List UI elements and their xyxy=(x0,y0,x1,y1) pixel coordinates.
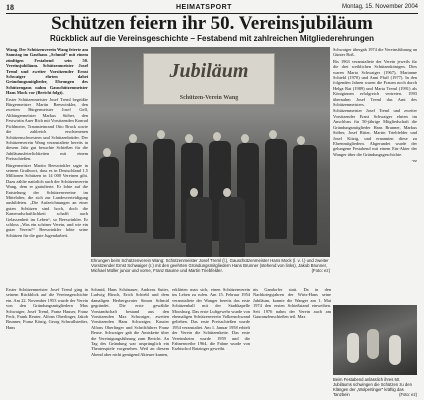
person-figure xyxy=(99,157,119,227)
article-column-left xyxy=(6,47,88,284)
article-column-bottom-2 xyxy=(91,287,169,397)
body-paragraph: Erster Schützenmeister Josef Treml ging in seinem Rückblick auf die Vereinsgeschichte ein. Am 22. November 1953 wurde der Verein von den Gründungsmitgliedern Max Schwaiger, Josef Treml, Franz Hauser, Franz Peck, Frank Reuter, Alfons Oberlinger, Jakob Brunner, Franz König, Georg Schwallstedter, Hans xyxy=(6,287,88,330)
person-figure xyxy=(153,139,175,239)
body-paragraph: Schützenmeister Josef Treml und zweiter Vorsitzender Ernst Schwaiger ehrten im Anschluss für 50-jährige Mitgliedschaft die Gründungsmitglieder Hans Brunner, Markus Stöber, Josef Ritter, Martin Triebfelder und Josef Kitzig, und ernannten diese zu Ehrenmitgliedern. Abgerundet wurde der gelungene Festabend mit einem Ein-Akter der Wanger über die Gründungsgeschichte. xyxy=(333,108,417,157)
body-paragraph: Schwaiger übergab 1974 die Vereinsführung an Günter Roß. xyxy=(333,47,417,58)
caption-text: Beim Festabend anlässlich ihres 50. Jubiläums schwingen die Schützen zu den Klängen der „Wolpertinger“ kräftig das Tanzbein xyxy=(333,377,412,397)
subheadline: Rückblick auf die Vereinsgeschichte – Festabend mit zahlreichen Mitgliederehrungen xyxy=(49,34,375,43)
dance-photo xyxy=(333,305,417,375)
person-figure xyxy=(186,197,212,257)
caption-text: Ehrungen beim Schützenverein Wang: Schützenmeister Josef Treml (l.), Gauschützenmeister Hans Mock (l. v. l.) und zweiter Vorsitzender Ernst Schwaiger (r.) mit den geehrten Gründungsmitgliedern Hans Brunner (stehend von links), Jakob Brunner, Michael Müller junior und vorne, Franz Baume und Martin Triebfelder. xyxy=(91,258,329,274)
body-paragraph: Bürgermeister Martin Beeswinkler sagte in seinem Grußwort, dass es in Deutschland 1,5 Millionen Schützen in 14 000 Vereinen gibt. Dazu zählte natürlich auch der Schützenverein Wang, dem er gratulierte. Er lobte auf die Entstehung der Schützenvereine im Mittelalter, die sich zur Landesverteidigung ausbildeten. „Die Aufzeichnungen an einer guten Schützen sind hoch, doch die Kameradschaftlichkeit schafft auch Gelassenheit im Leben“, so Beeswinkler. Er schloss „Was ein schöner Verein, und wie ein guter Verein?“ Beeswinkler lobte seine Schützen für die gute Jugendarbeit. xyxy=(6,162,88,238)
body-paragraph: erklärten man sich, einen Schützenverein ins Leben zu rufen. Am 15. Februar 1954 veranstaltete der Wanger bereits das erste Schützenball mit der Stadtkapelle Moosburg. Das erste Luftgewehr wurde von ehemaligen Schützenverein Volkenschwand geliehen. Das erste Preisschießen wurde 1954 veranstaltet. Am 1. Januar 1958 erhielt der Verein die Schützenkette. Das erste Vereinsheim wurde 1959 und die Fahnenweihe 1964, die Fahne wurde von Erzbischof Ratzinger geweiht. xyxy=(172,287,250,352)
dancer-figure xyxy=(367,329,379,359)
photo-caption-main xyxy=(91,258,330,282)
person-figure xyxy=(219,197,245,257)
article-column-bottom-3 xyxy=(172,287,250,397)
banner-subtext: Schützen-Verein Wang xyxy=(179,95,239,101)
banner-text: Jubiläum xyxy=(169,60,249,82)
dancer-figure xyxy=(347,333,359,363)
person-figure xyxy=(265,139,287,239)
body-paragraph: nis Gandorfer statt. Da in den Nachkriegsjahren der Wirts-Hans seine Jubiläum, konnte die Wanger am 1. Mai 1974 den ersten Schießstand einweihen. Seit 1976 nahm der Verein auch am Gauranzlenschießen teil. Max xyxy=(253,287,331,320)
body-paragraph: Schmid, Hans Schönauer, Andreas Sutter, Ludwig Hirsch, Erich Schiebl und dem damaligen Herbergsvater Simon Schmid gegründet. Die erste gewählte Vorstandschaft bestand aus den Vorsitzenden Max Schwaiger, zweiten Vorsitzenden Hans Schwaiger, Kassier Alfons Oberlinger und Schriftführer Franz Beuse. Schwaiger gab die Amtskette über die Vereinigungsführung zum Bericht. An Tag des Gründung war ursprünglich ein Theaterspiele vorgesehen. Weil an diesem Abend aber nicht genügend Akteure kamen, xyxy=(91,287,169,357)
photo-caption-small xyxy=(333,377,417,397)
headline: Schützen feiern ihr 50. Vereinsjubiläum xyxy=(51,13,373,34)
dancer-figure xyxy=(389,335,401,365)
person-figure xyxy=(293,145,317,245)
page-number: 18 xyxy=(6,3,14,12)
article-column-bottom-1 xyxy=(6,287,88,397)
jubilee-banner xyxy=(143,53,275,105)
body-paragraph: Erster Schützenmeister Josef Treml begrüßte Bürgermeister Martin Beeswinkler, den zweiten Bürgermeister Josef Gell, Altbürgermeister Markus Stöber, den Festwirtin Auer Rich mit Vorsitzenden Konrad Pichlmeier, Traunsteinrand Otto Bruck sowie die zahlreich erschienenen Schützenschwestern und Schützenbrüder. Der Schützenverein Wang veranstaltete bereits in diesem Jahr gut besuchte Schießen für die Jubiläumsfeierlichkeiten mit einem Preisschießen. xyxy=(6,96,88,162)
photo-credit: (Foto: ez) xyxy=(311,268,330,274)
photo-credit: (Foto: ez) xyxy=(399,392,417,397)
article-column-bottom-4 xyxy=(253,287,331,397)
body-paragraph: Bis 1963 veranstaltete der Verein jeweils für die drei weiblichen Schützenkönigen. Dies waren Marta Schwaiger (1967), Marianne Schiebl (1970) und Anni Pfaff (1977). In den folgenden Jahren waren die Frauen noch durch Helga Rat (1989) und Maria Treml (1991) als Königinnen erfolgreich vertreten. 1993 übernahm Josef Treml das Amt des Schützenmeisters. xyxy=(333,58,417,108)
person-figure xyxy=(125,143,147,233)
section-title: HEIMATSPORT xyxy=(176,4,232,11)
article-column-right xyxy=(333,47,417,305)
author-signature: -ez xyxy=(411,158,417,164)
group-photo xyxy=(91,47,330,257)
lead-paragraph: Wang. Der Schützenverein Wang feierte am Samstag im Gasthaus „Schmid“ mit einem zünftigen Festabend sein 50. Vereinsjubiläum. Schützenmeister Josef Treml und zweiter Vorsitzender Ernst Schwaiger ehrten dabei Gründungsmitglieder, Ehrungen des Schützengaus nahm Gauschützenmeister Hans Mock vor (Bericht folgt). xyxy=(6,47,88,96)
issue-date: Montag, 15. November 2004 xyxy=(341,4,418,10)
